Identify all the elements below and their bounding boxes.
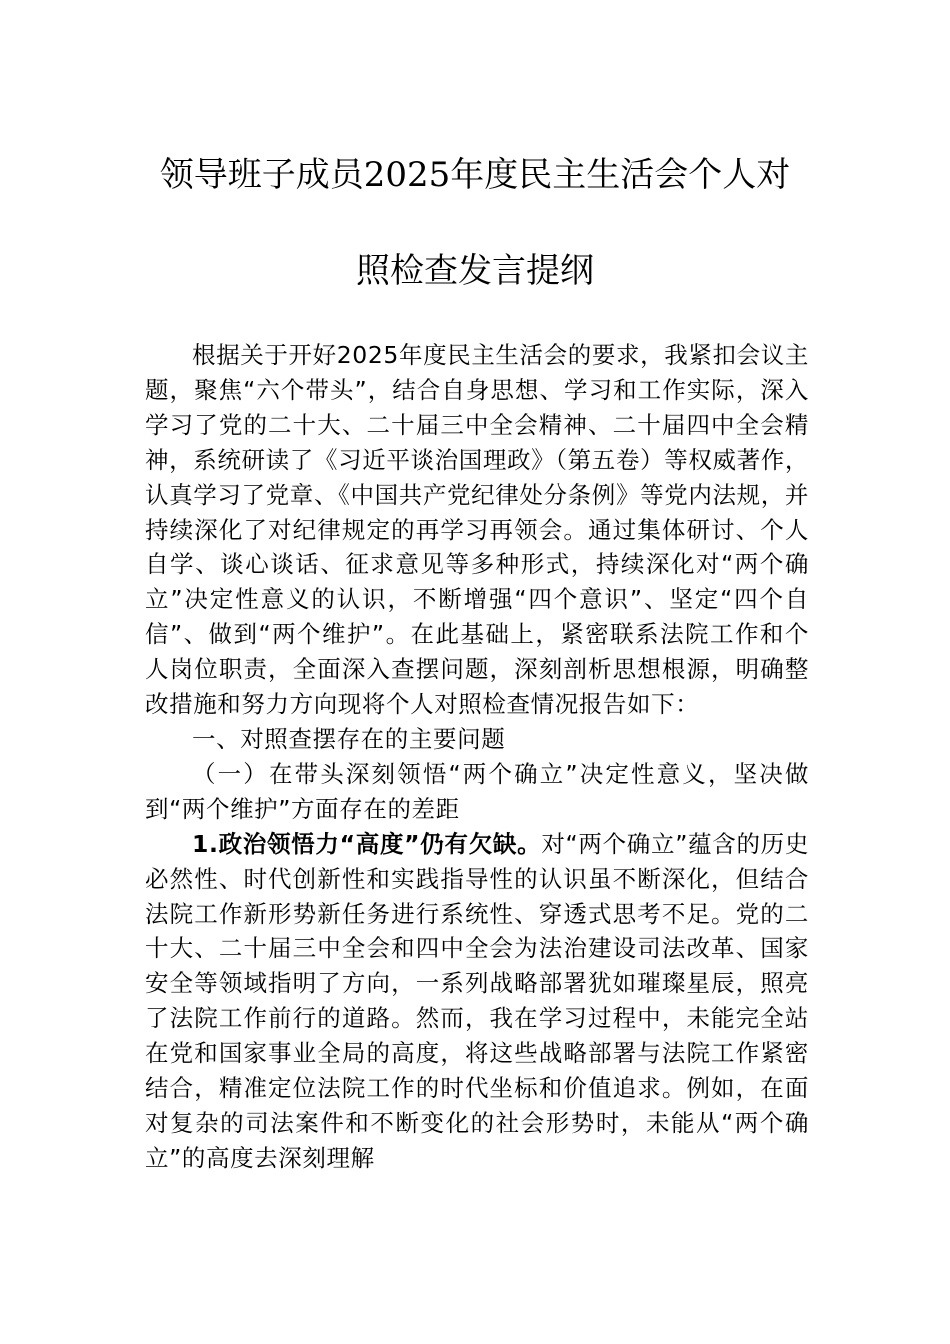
- document-body: [145, 338, 809, 1176]
- item-1-bold-lead: 1.政治领悟力“高度”仍有欠缺。: [192, 829, 542, 858]
- section-heading-1: 一、对照查摆存在的主要问题: [192, 724, 506, 753]
- item-paragraph-1: [145, 827, 809, 1176]
- item-1-text: 对“两个确立”蕴含的历史必然性、时代创新性和实践指导性的认识虽不断深化，但结合法院工作新形势新任务进行系统性、穿透式思考不足。党的二十大、二十届三中全会和四中全会为法治建设司法改革、国家安全等领域指明了方向，一系列战略部署犹如璀璨星辰，照亮了法院工作前行的道路。然而，我在学习过程中，未能完全站在党和国家事业全局的高度，将这些战略部署与法院工作紧密结合，精准定位法院工作的时代坐标和价值追求。例如，在面对复杂的司法案件和不断变化的社会形势时，未能从“两个确立”的高度去深刻理解: [145, 829, 809, 1172]
- intro-paragraph: 根据关于开好2025年度民主生活会的要求，我紧扣会议主题，聚焦“六个带头”，结合自身思想、学习和工作实际，深入学习了党的二十大、二十届三中全会精神、二十届四中全会精神，系统研读了《习近平谈治国理政》（第五卷）等权威著作，认真学习了党章、《中国共产党纪律处分条例》等党内法规，并持续深化了对纪律规定的再学习再领会。通过集体研讨、个人自学、谈心谈话、征求意见等多种形式，持续深化对“两个确立”决定性意义的认识，不断增强“四个意识”、坚定“四个自信”、做到“两个维护”。在此基础上，紧密联系法院工作和个人岗位职责，全面深入查摆问题，深刻剖析思想根源，明确整改措施和努力方向现将个人对照检查情况报告如下：: [145, 341, 809, 719]
- document-title-line-1: 领导班子成员2025年度民主生活会个人对: [159, 155, 791, 195]
- document-title-line-2: 照检查发言提纲: [356, 251, 594, 291]
- subsection-heading-1: （一）在带头深刻领悟“两个确立”决定性意义，坚决做到“两个维护”方面存在的差距: [145, 759, 809, 823]
